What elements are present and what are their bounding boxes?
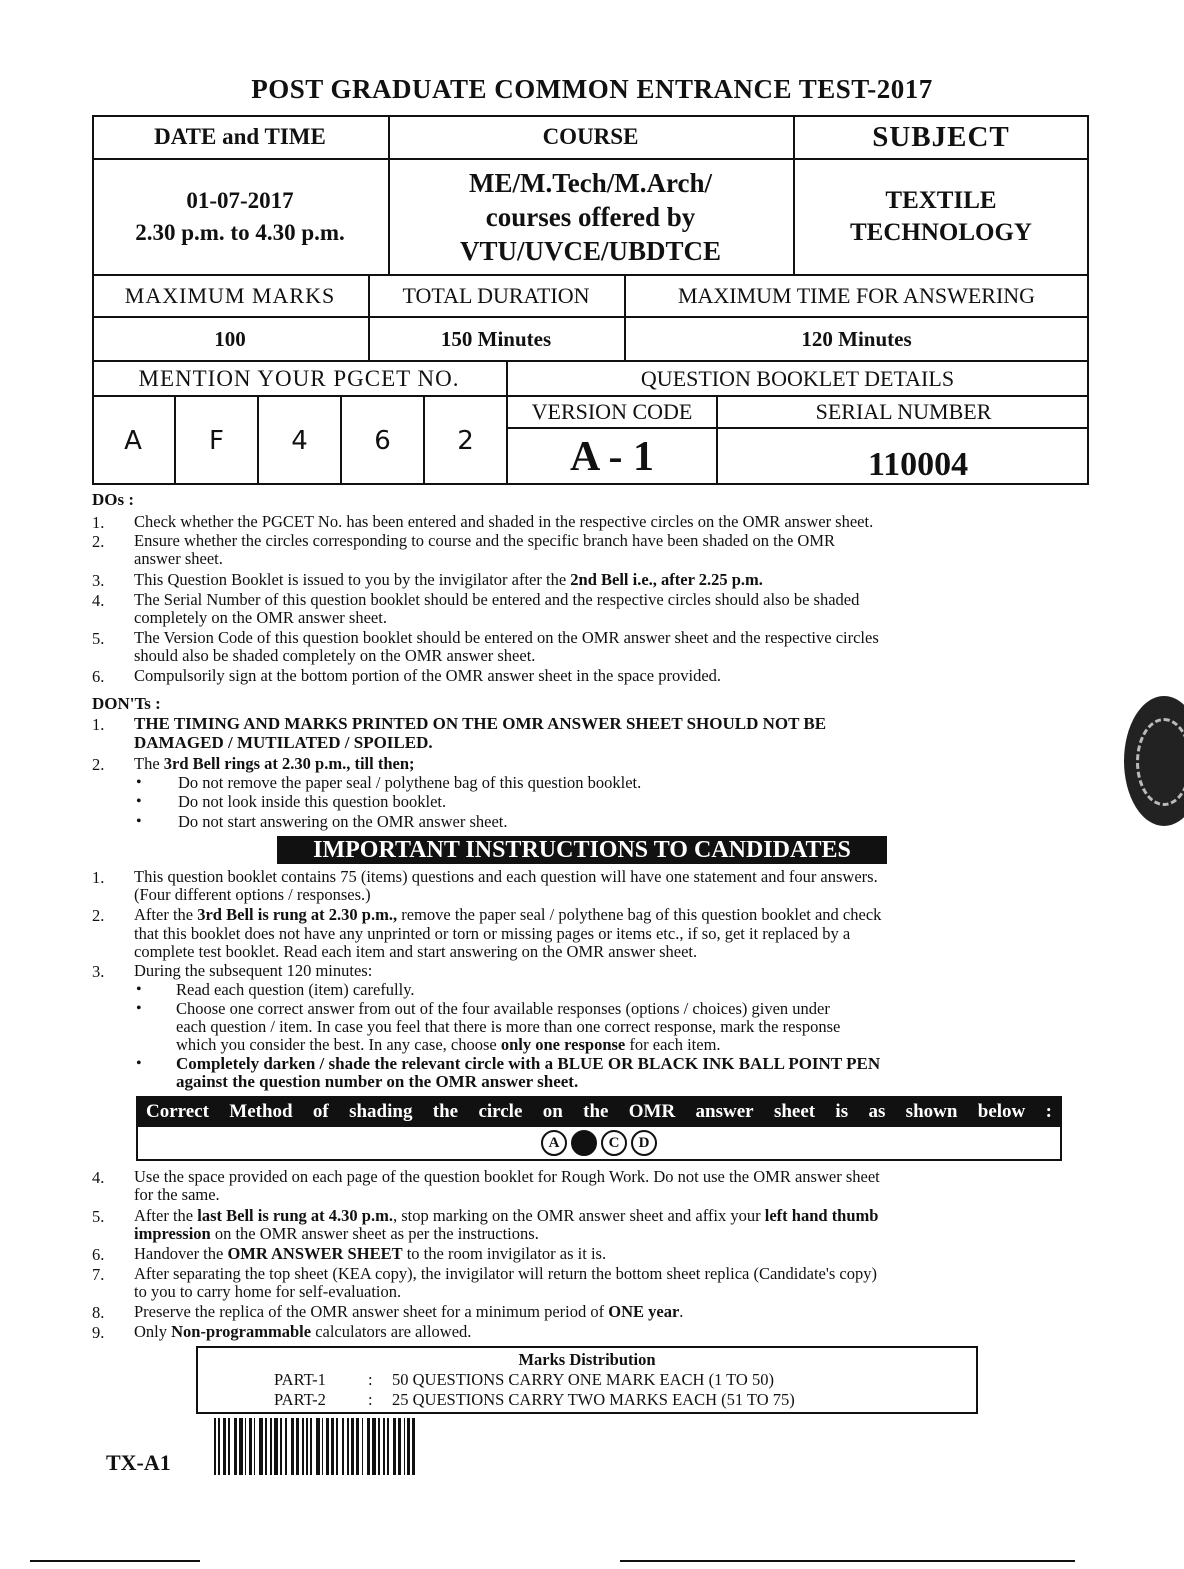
pgcet-digit[interactable]: 6 — [374, 426, 391, 456]
barcode-bar — [302, 1418, 304, 1475]
pgcet-digit[interactable]: F — [209, 426, 224, 456]
barcode-bar — [280, 1418, 282, 1475]
omr-word: shown — [905, 1100, 958, 1122]
omr-word: circle — [478, 1100, 523, 1122]
omr-word: on — [542, 1100, 563, 1122]
barcode-bar — [383, 1418, 385, 1475]
bullet-icon: • — [136, 1000, 142, 1017]
barcode-bar — [356, 1418, 358, 1475]
barcode-bar — [342, 1418, 344, 1475]
dos-item: should also be shaded completely on the OMR answer sheet. — [134, 646, 536, 665]
dos-item: The Version Code of this question booklet should be entered on the OMR answer sheet and the respective circles — [134, 628, 879, 647]
total-duration-label: TOTAL DURATION — [402, 283, 590, 308]
barcode-bar — [214, 1418, 216, 1475]
instruction-line — [134, 1207, 878, 1226]
instruction-text: to the room invigilator as it is. — [402, 1244, 607, 1263]
barcode-bar — [322, 1418, 324, 1475]
list-number: 6. — [92, 667, 105, 686]
max-marks-value: 100 — [214, 326, 246, 351]
subject-line: TECHNOLOGY — [850, 219, 1032, 246]
total-duration-value: 150 Minutes — [440, 326, 552, 351]
instruction-text: on the OMR answer sheet as per the instructions. — [210, 1224, 539, 1243]
barcode-bar — [398, 1418, 400, 1475]
instruction-line — [176, 1036, 721, 1055]
barcode-bar — [331, 1418, 334, 1475]
donts-heading: DON'Ts : — [92, 694, 161, 713]
barcode-bar — [296, 1418, 299, 1475]
instruction-bold: last Bell is rung at 4.30 p.m. — [197, 1206, 393, 1225]
barcode-bar — [274, 1418, 278, 1475]
bullet-icon: • — [136, 793, 142, 810]
dos-item: The Serial Number of this question booklet should be entered and the respective circles should also be shaded — [134, 590, 860, 609]
list-number: 3. — [92, 571, 105, 590]
part-label: PART-1 — [274, 1370, 326, 1389]
list-number: 7. — [92, 1265, 105, 1284]
course-value — [388, 160, 793, 274]
omr-bubble-b-filled — [571, 1130, 597, 1156]
barcode-bar — [336, 1418, 338, 1475]
instruction-text: , stop marking on the OMR answer sheet and affix your — [392, 1206, 765, 1225]
barcode-bar — [228, 1418, 230, 1475]
barcode-bar — [362, 1418, 364, 1475]
pgcet-digit[interactable]: 4 — [291, 426, 308, 456]
barcode-bar — [326, 1418, 328, 1475]
omr-example-bubbles — [136, 1127, 1062, 1161]
omr-word: Method — [229, 1100, 293, 1122]
list-number: 4. — [92, 591, 105, 610]
barcode-bar — [387, 1418, 389, 1475]
instruction-bold: 3rd Bell is rung at 2.30 p.m., — [197, 905, 398, 924]
part-text: 25 QUESTIONS CARRY TWO MARKS EACH (51 TO 75) — [392, 1390, 795, 1409]
barcode-bar — [239, 1418, 243, 1475]
subject-line: TEXTILE — [885, 187, 997, 214]
barcode-bar — [316, 1418, 320, 1475]
max-time-value: 120 Minutes — [801, 326, 912, 351]
omr-word: shading — [349, 1100, 413, 1122]
barcode-bar — [223, 1418, 226, 1475]
booklet-details-label: QUESTION BOOKLET DETAILS — [640, 366, 955, 391]
omr-word: the — [432, 1100, 459, 1122]
instruction-line: Use the space provided on each page of the question booklet for Rough Work. Do not use the OMR answer sheet — [134, 1167, 880, 1186]
list-number: 2. — [92, 755, 105, 774]
date-time-label: DATE and TIME — [154, 124, 326, 149]
donts-item-bold: 3rd Bell rings at 2.30 p.m., till then; — [163, 754, 415, 773]
bullet-icon: • — [136, 1055, 142, 1072]
omr-word: the — [583, 1100, 609, 1122]
dos-item-bold: 2nd Bell i.e., after 2.25 p.m. — [570, 570, 763, 589]
list-number: 1. — [92, 868, 105, 887]
barcode-bar — [270, 1418, 272, 1475]
list-number: 2. — [92, 532, 105, 551]
barcode-bar — [372, 1418, 376, 1475]
pgcet-digit[interactable]: A — [124, 426, 142, 456]
instruction-line: Completely darken / shade the relevant circle with a BLUE OR BLACK INK BALL POINT PEN — [176, 1054, 881, 1073]
instruction-line: that this booklet does not have any unprinted or torn or missing pages or items etc., if so, get it replaced by a — [134, 924, 851, 943]
subject-label: SUBJECT — [872, 120, 1010, 153]
version-code-value: A - 1 — [570, 434, 654, 480]
instruction-text: which you consider the best. In any case, choose — [176, 1035, 501, 1054]
barcode-bar — [412, 1418, 415, 1475]
instructions-banner: IMPORTANT INSTRUCTIONS TO CANDIDATES — [277, 836, 887, 864]
barcode-bar — [265, 1418, 267, 1475]
barcode-bar — [407, 1418, 409, 1475]
instruction-text: Only — [134, 1322, 172, 1341]
list-number: 2. — [92, 906, 105, 925]
bullet-icon: • — [136, 774, 142, 791]
exam-date: 01-07-2017 — [186, 188, 294, 213]
course-line: ME/M.Tech/M.Arch/ — [469, 168, 712, 198]
omr-method-header — [136, 1096, 1062, 1127]
instruction-text: for each item. — [625, 1035, 721, 1054]
instruction-text: calculators are allowed. — [311, 1322, 472, 1341]
instruction-bold: Non-programmable — [171, 1322, 312, 1341]
barcode — [214, 1418, 418, 1475]
instruction-text: remove the paper seal / polythene bag of this question booklet and check — [397, 905, 882, 924]
omr-bubble-c: C — [601, 1130, 627, 1156]
instruction-line: complete test booklet. Read each item and start answering on the OMR answer sheet. — [134, 942, 698, 961]
omr-word: answer — [695, 1100, 754, 1122]
serial-number-label: SERIAL NUMBER — [815, 399, 992, 424]
omr-word: is — [835, 1100, 849, 1122]
omr-word: Correct — [146, 1100, 209, 1122]
pgcet-label: MENTION YOUR PGCET NO. — [138, 366, 460, 391]
course-label: COURSE — [542, 124, 639, 149]
dos-item — [134, 571, 763, 590]
donts-item — [134, 755, 415, 774]
dos-item: answer sheet. — [134, 549, 223, 568]
donts-item-text: The — [134, 754, 164, 773]
list-number: 6. — [92, 1245, 105, 1264]
barcode-bar — [291, 1418, 293, 1475]
omr-word: OMR — [628, 1100, 676, 1122]
instruction-line: This question booklet contains 75 (items) questions and each question will have one statement and four answers. — [134, 867, 878, 886]
instruction-line: against the question number on the OMR answer sheet. — [176, 1072, 579, 1091]
list-number: 5. — [92, 629, 105, 648]
donts-item: DAMAGED / MUTILATED / SPOILED. — [134, 733, 433, 752]
bullet-icon: • — [136, 981, 142, 998]
barcode-bar — [245, 1418, 247, 1475]
list-number: 1. — [92, 715, 105, 734]
instruction-bold: ONE year — [608, 1302, 680, 1321]
barcode-bar — [404, 1418, 406, 1475]
instruction-bold: left hand thumb — [764, 1206, 879, 1225]
instruction-line — [134, 1225, 539, 1244]
serial-number-value: 110004 — [868, 446, 969, 483]
barcode-bar — [378, 1418, 380, 1475]
instruction-line — [134, 906, 881, 925]
part-text: 50 QUESTIONS CARRY ONE MARK EACH (1 TO 50) — [392, 1370, 774, 1389]
donts-bullet: Do not start answering on the OMR answer sheet. — [178, 812, 508, 831]
dos-item: Compulsorily sign at the bottom portion of the OMR answer sheet in the space provided. — [134, 666, 722, 685]
instruction-bold: OMR ANSWER SHEET — [227, 1244, 403, 1263]
barcode-bar — [249, 1418, 251, 1475]
instruction-line: each question / item. In case you feel that there is more than one correct response, mark the response — [176, 1017, 841, 1036]
booklet-code: TX-A1 — [106, 1450, 171, 1475]
list-number: 3. — [92, 962, 105, 981]
version-code-label: VERSION CODE — [531, 399, 693, 424]
barcode-bar — [234, 1418, 236, 1475]
omr-word: below — [977, 1100, 1026, 1122]
omr-word: of — [312, 1100, 329, 1122]
barcode-bar — [254, 1418, 256, 1475]
bottom-divider — [30, 1560, 200, 1562]
instruction-line: Choose one correct answer from out of the four available responses (options / choices) given under — [176, 999, 830, 1018]
dos-heading: DOs : — [92, 490, 135, 509]
dos-item: Check whether the PGCET No. has been entered and shaded in the respective circles on the OMR answer sheet. — [134, 512, 874, 531]
dos-item: Ensure whether the circles corresponding to course and the specific branch have been shaded on the OMR — [134, 531, 836, 550]
instruction-line: for the same. — [134, 1185, 220, 1204]
instruction-text: Handover the — [134, 1244, 228, 1263]
page-title: POST GRADUATE COMMON ENTRANCE TEST-2017 — [251, 74, 933, 104]
marks-distribution-box — [196, 1346, 978, 1414]
exam-time: 2.30 p.m. to 4.30 p.m. — [135, 220, 345, 245]
barcode-bar — [285, 1418, 287, 1475]
pgcet-digit[interactable]: 2 — [457, 426, 474, 456]
donts-bullet: Do not look inside this question booklet. — [178, 792, 447, 811]
barcode-bar — [351, 1418, 354, 1475]
list-number: 1. — [92, 513, 105, 532]
part-label: PART-2 — [274, 1390, 326, 1409]
max-time-label: MAXIMUM TIME FOR ANSWERING — [677, 283, 1036, 308]
bullet-icon: • — [136, 813, 142, 830]
list-number: 4. — [92, 1168, 105, 1187]
instruction-line — [134, 1323, 471, 1342]
part-separator: : — [368, 1390, 373, 1409]
course-line: VTU/UVCE/UBDTCE — [459, 236, 722, 266]
barcode-bar — [367, 1418, 369, 1475]
instruction-text: . — [679, 1302, 684, 1321]
bottom-divider — [620, 1560, 1075, 1562]
instruction-line: (Four different options / responses.) — [134, 885, 371, 904]
list-number: 9. — [92, 1323, 105, 1342]
list-number: 8. — [92, 1303, 105, 1322]
barcode-bar — [393, 1418, 396, 1475]
max-marks-label: MAXIMUM MARKS — [124, 283, 336, 308]
barcode-bar — [259, 1418, 262, 1475]
date-time-value — [92, 160, 388, 274]
donts-item: THE TIMING AND MARKS PRINTED ON THE OMR ANSWER SHEET SHOULD NOT BE — [134, 714, 827, 733]
instruction-line — [134, 1303, 683, 1322]
course-line: courses offered by — [485, 202, 696, 232]
instruction-line: After separating the top sheet (KEA copy), the invigilator will return the bottom sheet replica (Candidate's copy) — [134, 1264, 877, 1283]
instruction-bold: impression — [134, 1224, 211, 1243]
barcode-bar — [310, 1418, 312, 1475]
instruction-line: During the subsequent 120 minutes: — [134, 961, 373, 980]
barcode-bar — [347, 1418, 349, 1475]
dos-item: completely on the OMR answer sheet. — [134, 608, 387, 627]
instruction-text: After the — [134, 905, 198, 924]
instruction-bold: only one response — [500, 1035, 626, 1054]
omr-word: sheet — [773, 1100, 816, 1122]
list-number: 5. — [92, 1207, 105, 1226]
instruction-line: Read each question (item) carefully. — [176, 980, 415, 999]
barcode-bar — [306, 1418, 308, 1475]
instruction-line — [134, 1245, 606, 1264]
instruction-text: Preserve the replica of the OMR answer sheet for a minimum period of — [134, 1302, 609, 1321]
omr-bubble-d: D — [631, 1130, 657, 1156]
instruction-line: to you to carry home for self-evaluation. — [134, 1282, 402, 1301]
donts-bullet: Do not remove the paper seal / polythene bag of this question booklet. — [178, 773, 642, 792]
marks-distribution-heading: Marks Distribution — [518, 1350, 656, 1369]
part-separator: : — [368, 1370, 373, 1389]
seal-ring-icon — [1136, 718, 1184, 806]
omr-word: as — [868, 1100, 886, 1122]
barcode-bar — [218, 1418, 220, 1475]
instruction-text: After the — [134, 1206, 198, 1225]
omr-word: : — [1045, 1100, 1052, 1122]
dos-item-text: This Question Booklet is issued to you by the invigilator after the — [134, 570, 571, 589]
omr-bubble-a: A — [541, 1130, 567, 1156]
subject-value — [793, 160, 1089, 274]
